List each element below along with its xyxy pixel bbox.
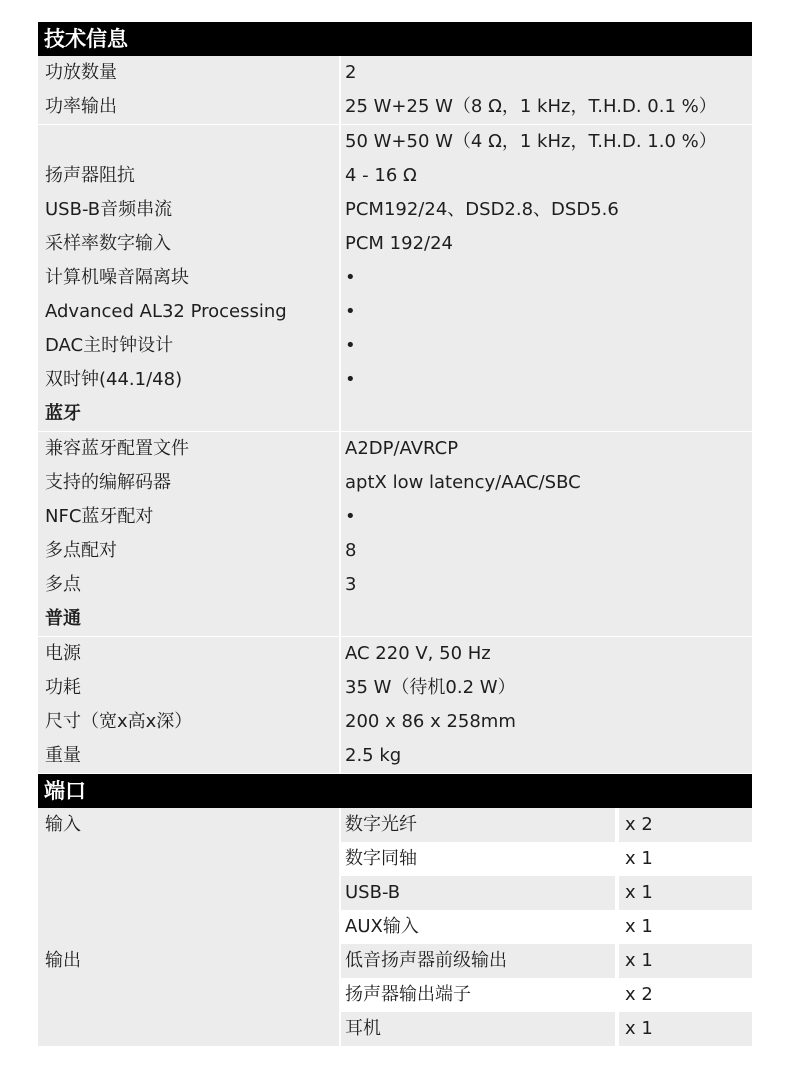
port-group-label <box>38 1012 339 1046</box>
spec-row <box>38 56 752 90</box>
spec-value: • <box>341 329 752 363</box>
port-group-label <box>38 910 339 944</box>
spec-row <box>38 705 752 739</box>
spec-value: • <box>341 500 752 534</box>
spec-label: 功耗 <box>38 671 339 705</box>
spec-row <box>38 500 752 534</box>
spec-value: 3 <box>341 568 752 602</box>
spec-row <box>38 432 752 466</box>
port-name: 低音扬声器前级输出 <box>341 944 615 978</box>
ports-table <box>38 808 752 1046</box>
port-group-label: 输入 <box>38 808 339 842</box>
spec-row <box>38 329 752 363</box>
spec-value: 200 x 86 x 258mm <box>341 705 752 739</box>
spec-label: 重量 <box>38 739 339 773</box>
spec-row <box>38 227 752 261</box>
spec-sheet <box>38 22 752 1046</box>
spec-value: • <box>341 363 752 397</box>
spec-label: USB-B音频串流 <box>38 193 339 227</box>
spec-value <box>341 397 752 431</box>
spec-value: 35 W（待机0.2 W） <box>341 671 752 705</box>
spec-row <box>38 90 752 124</box>
port-name: USB-B <box>341 876 615 910</box>
spec-row <box>38 739 752 773</box>
port-group-label <box>38 978 339 1012</box>
port-name: 数字光纤 <box>341 808 615 842</box>
port-name: 扬声器输出端子 <box>341 978 615 1012</box>
spec-row <box>38 193 752 227</box>
spec-value: 2 <box>341 56 752 90</box>
port-row <box>38 808 752 842</box>
port-quantity: x 1 <box>619 910 752 944</box>
port-name: 数字同轴 <box>341 842 615 876</box>
spec-value: aptX low latency/AAC/SBC <box>341 466 752 500</box>
port-quantity: x 1 <box>619 1012 752 1046</box>
port-quantity: x 2 <box>619 978 752 1012</box>
spec-row <box>38 534 752 568</box>
section-heading-row <box>38 602 752 636</box>
spec-row <box>38 261 752 295</box>
port-quantity: x 1 <box>619 944 752 978</box>
spec-label: Advanced AL32 Processing <box>38 295 339 329</box>
section-heading-row <box>38 397 752 431</box>
spec-label: 功率输出 <box>38 90 339 124</box>
port-quantity: x 1 <box>619 842 752 876</box>
spec-value: 4 - 16 Ω <box>341 159 752 193</box>
spec-row <box>38 568 752 602</box>
port-row <box>38 944 752 978</box>
spec-row <box>38 637 752 671</box>
port-row <box>38 876 752 910</box>
spec-label: 支持的编解码器 <box>38 466 339 500</box>
port-group-label <box>38 876 339 910</box>
spec-value: 25 W+25 W（8 Ω，1 kHz，T.H.D. 0.1 %） <box>341 90 752 124</box>
spec-row <box>38 363 752 397</box>
spec-value: • <box>341 261 752 295</box>
port-row <box>38 978 752 1012</box>
section-heading: 普通 <box>38 602 339 636</box>
spec-label: 多点配对 <box>38 534 339 568</box>
spec-label: 计算机噪音隔离块 <box>38 261 339 295</box>
spec-row <box>38 159 752 193</box>
spec-row <box>38 295 752 329</box>
spec-label: 功放数量 <box>38 56 339 90</box>
port-row <box>38 842 752 876</box>
spec-label <box>38 125 339 159</box>
port-row <box>38 1012 752 1046</box>
port-row <box>38 910 752 944</box>
spec-value: 8 <box>341 534 752 568</box>
spec-value: PCM192/24、DSD2.8、DSD5.6 <box>341 193 752 227</box>
section-heading: 蓝牙 <box>38 397 339 431</box>
spec-value: A2DP/AVRCP <box>341 432 752 466</box>
port-quantity: x 2 <box>619 808 752 842</box>
spec-value: AC 220 V, 50 Hz <box>341 637 752 671</box>
spec-row <box>38 125 752 159</box>
port-name: 耳机 <box>341 1012 615 1046</box>
spec-label: 双时钟(44.1/48) <box>38 363 339 397</box>
port-quantity: x 1 <box>619 876 752 910</box>
spec-value: 2.5 kg <box>341 739 752 773</box>
spec-label: 电源 <box>38 637 339 671</box>
spec-label: 采样率数字输入 <box>38 227 339 261</box>
spec-label: NFC蓝牙配对 <box>38 500 339 534</box>
spec-row <box>38 671 752 705</box>
spec-label: 多点 <box>38 568 339 602</box>
spec-value: • <box>341 295 752 329</box>
spec-label: 尺寸（宽x高x深） <box>38 705 339 739</box>
spec-label: 兼容蓝牙配置文件 <box>38 432 339 466</box>
spec-value: PCM 192/24 <box>341 227 752 261</box>
spec-label: 扬声器阻抗 <box>38 159 339 193</box>
spec-label: DAC主时钟设计 <box>38 329 339 363</box>
ports-header: 端口 <box>38 774 752 808</box>
spec-value: 50 W+50 W（4 Ω，1 kHz，T.H.D. 1.0 %） <box>341 125 752 159</box>
spec-value <box>341 602 752 636</box>
port-group-label: 输出 <box>38 944 339 978</box>
tech-info-header: 技术信息 <box>38 22 752 56</box>
spec-table <box>38 56 752 773</box>
port-name: AUX输入 <box>341 910 615 944</box>
port-group-label <box>38 842 339 876</box>
spec-row <box>38 466 752 500</box>
